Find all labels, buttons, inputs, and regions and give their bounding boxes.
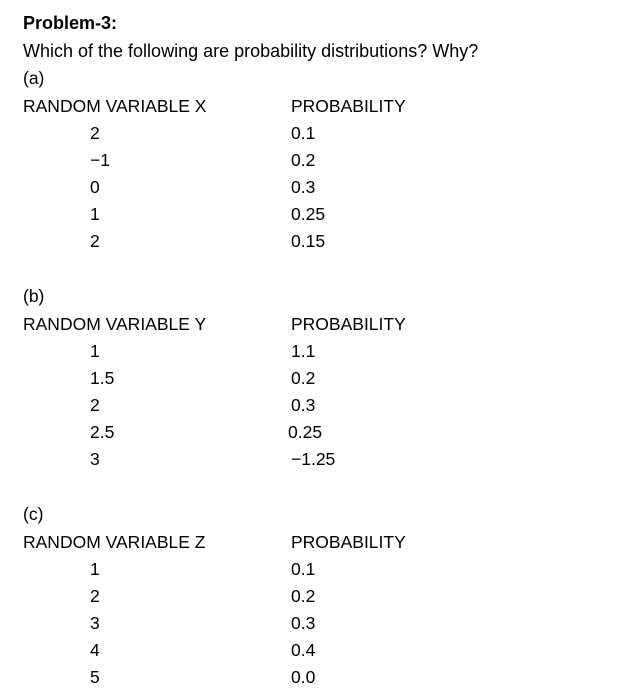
- variable-value: 3: [90, 613, 100, 633]
- probability-value: 0.15: [291, 231, 326, 251]
- variable-value: 2.5: [90, 422, 115, 442]
- table-row: [0, 343, 631, 363]
- variable-value: 2: [90, 586, 100, 606]
- part-label: (c): [23, 504, 44, 524]
- table-row: [0, 152, 631, 172]
- variable-value: 1: [90, 559, 100, 579]
- variable-value: 2: [90, 231, 100, 251]
- table-row: [0, 125, 631, 145]
- probability-value: 0.0: [291, 667, 316, 687]
- variable-header: RANDOM VARIABLE Y: [23, 314, 207, 334]
- variable-value: 5: [90, 667, 100, 687]
- table-row: [0, 669, 631, 689]
- table-row: [0, 397, 631, 417]
- probability-value: 0.2: [291, 150, 316, 170]
- probability-value: 0.4: [291, 640, 316, 660]
- probability-value: 0.1: [291, 123, 316, 143]
- probability-value: 0.25: [288, 422, 323, 442]
- variable-value: 0: [90, 177, 100, 197]
- variable-value: 1: [90, 341, 100, 361]
- probability-value: 0.3: [291, 613, 316, 633]
- probability-value: 0.2: [291, 586, 316, 606]
- table-row: [0, 233, 631, 253]
- probability-value: 0.25: [291, 204, 326, 224]
- table-row: [0, 179, 631, 199]
- probability-value: 0.3: [291, 395, 316, 415]
- table-row: [0, 424, 631, 444]
- table-row: [0, 642, 631, 662]
- table-row: [0, 451, 631, 471]
- variable-value: 2: [90, 123, 100, 143]
- variable-value: −1: [90, 150, 110, 170]
- probability-header: PROBABILITY: [291, 96, 406, 116]
- variable-value: 1.5: [90, 368, 115, 388]
- probability-value: 0.3: [291, 177, 316, 197]
- variable-value: 3: [90, 449, 100, 469]
- probability-value: 1.1: [291, 341, 316, 361]
- part-label: (b): [23, 286, 45, 306]
- probability-header: PROBABILITY: [291, 314, 406, 334]
- variable-value: 1: [90, 204, 100, 224]
- variable-header: RANDOM VARIABLE X: [23, 96, 207, 116]
- probability-header: PROBABILITY: [291, 532, 406, 552]
- table-row: [0, 588, 631, 608]
- variable-value: 2: [90, 395, 100, 415]
- part-label: (a): [23, 68, 45, 88]
- table-row: [0, 615, 631, 635]
- variable-header: RANDOM VARIABLE Z: [23, 532, 206, 552]
- probability-value: 0.1: [291, 559, 316, 579]
- probability-value: 0.2: [291, 368, 316, 388]
- table-row: [0, 561, 631, 581]
- problem-title: Problem-3:: [23, 13, 118, 33]
- problem-question: Which of the following are probability distributions? Why?: [23, 41, 479, 61]
- table-row: [0, 370, 631, 390]
- table-row: [0, 206, 631, 226]
- variable-value: 4: [90, 640, 100, 660]
- probability-value: −1.25: [291, 449, 336, 469]
